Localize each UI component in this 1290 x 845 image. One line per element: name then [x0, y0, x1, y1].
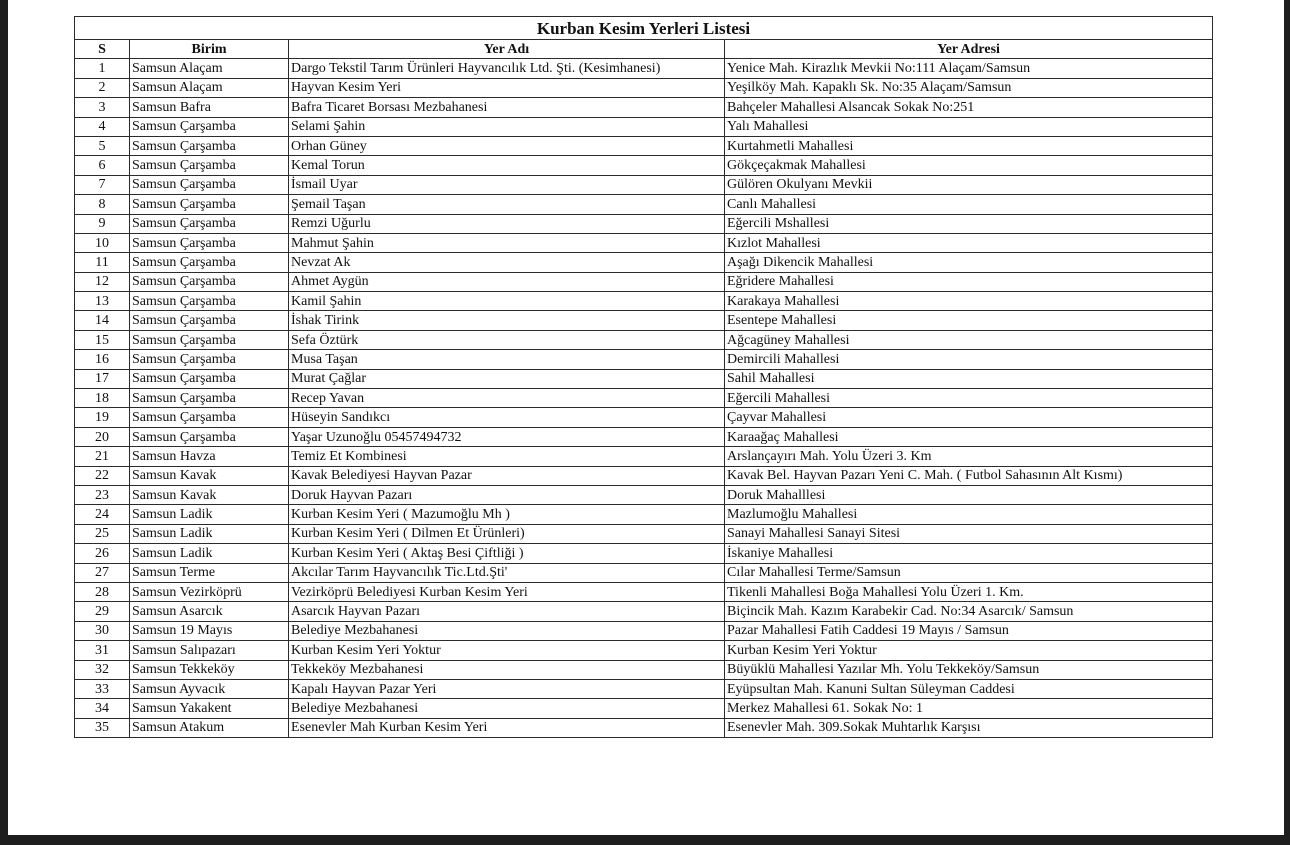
- cell-birim: Samsun Alaçam: [130, 78, 289, 97]
- cell-birim: Samsun Ayvacık: [130, 679, 289, 698]
- header-row: [75, 40, 1213, 59]
- table-row: [75, 602, 1213, 621]
- cell-sira: 34: [75, 699, 130, 718]
- cell-yer-adi: Kapalı Hayvan Pazar Yeri: [289, 679, 725, 698]
- cell-yer-adresi: Çayvar Mahallesi: [725, 408, 1213, 427]
- cell-sira: 20: [75, 427, 130, 446]
- table-row: [75, 78, 1213, 97]
- cell-yer-adresi: Sahil Mahallesi: [725, 369, 1213, 388]
- cell-birim: Samsun Havza: [130, 447, 289, 466]
- cell-yer-adi: Orhan Güney: [289, 136, 725, 155]
- cell-yer-adresi: İskaniye Mahallesi: [725, 544, 1213, 563]
- table-row: [75, 427, 1213, 446]
- cell-sira: 2: [75, 78, 130, 97]
- cell-sira: 7: [75, 175, 130, 194]
- cell-sira: 35: [75, 718, 130, 737]
- cell-sira: 14: [75, 311, 130, 330]
- cell-yer-adi: Recep Yavan: [289, 389, 725, 408]
- cell-yer-adresi: Demircili Mahallesi: [725, 350, 1213, 369]
- table-row: [75, 621, 1213, 640]
- cell-sira: 33: [75, 679, 130, 698]
- table-row: [75, 156, 1213, 175]
- table-row: [75, 544, 1213, 563]
- table-row: [75, 59, 1213, 78]
- cell-birim: Samsun Çarşamba: [130, 253, 289, 272]
- cell-yer-adi: Mahmut Şahin: [289, 233, 725, 252]
- cell-sira: 31: [75, 641, 130, 660]
- table-row: [75, 699, 1213, 718]
- table-row: [75, 563, 1213, 582]
- cell-yer-adresi: Gülören Okulyanı Mevkii: [725, 175, 1213, 194]
- cell-yer-adresi: Esenevler Mah. 309.Sokak Muhtarlık Karşısı: [725, 718, 1213, 737]
- cell-yer-adresi: Kurban Kesim Yeri Yoktur: [725, 641, 1213, 660]
- cell-yer-adresi: Yeşilköy Mah. Kapaklı Sk. No:35 Alaçam/Samsun: [725, 78, 1213, 97]
- cell-birim: Samsun Kavak: [130, 485, 289, 504]
- cell-birim: Samsun Bafra: [130, 98, 289, 117]
- table-row: [75, 214, 1213, 233]
- kurban-kesim-table: [74, 16, 1213, 738]
- cell-yer-adresi: Tikenli Mahallesi Boğa Mahallesi Yolu Üzeri 1. Km.: [725, 582, 1213, 601]
- cell-birim: Samsun Kavak: [130, 466, 289, 485]
- cell-birim: Samsun Çarşamba: [130, 233, 289, 252]
- cell-yer-adi: Remzi Uğurlu: [289, 214, 725, 233]
- cell-birim: Samsun 19 Mayıs: [130, 621, 289, 640]
- cell-birim: Samsun Ladik: [130, 505, 289, 524]
- cell-birim: Samsun Çarşamba: [130, 156, 289, 175]
- table-row: [75, 311, 1213, 330]
- cell-yer-adi: Temiz Et Kombinesi: [289, 447, 725, 466]
- cell-yer-adi: Kemal Torun: [289, 156, 725, 175]
- cell-birim: Samsun Çarşamba: [130, 408, 289, 427]
- cell-yer-adi: İsmail Uyar: [289, 175, 725, 194]
- cell-yer-adi: Tekkeköy Mezbahanesi: [289, 660, 725, 679]
- cell-sira: 10: [75, 233, 130, 252]
- cell-sira: 9: [75, 214, 130, 233]
- table-row: [75, 253, 1213, 272]
- cell-sira: 17: [75, 369, 130, 388]
- cell-sira: 26: [75, 544, 130, 563]
- cell-sira: 28: [75, 582, 130, 601]
- table-row: [75, 466, 1213, 485]
- table-row: [75, 718, 1213, 737]
- cell-sira: 21: [75, 447, 130, 466]
- cell-yer-adi: Yaşar Uzunoğlu 05457494732: [289, 427, 725, 446]
- cell-yer-adresi: Kavak Bel. Hayvan Pazarı Yeni C. Mah. ( Futbol Sahasının Alt Kısmı): [725, 466, 1213, 485]
- cell-yer-adresi: Karaağaç Mahallesi: [725, 427, 1213, 446]
- table-row: [75, 660, 1213, 679]
- cell-sira: 8: [75, 195, 130, 214]
- table-title: Kurban Kesim Yerleri Listesi: [75, 17, 1213, 40]
- cell-sira: 23: [75, 485, 130, 504]
- cell-birim: Samsun Çarşamba: [130, 350, 289, 369]
- cell-birim: Samsun Salıpazarı: [130, 641, 289, 660]
- cell-yer-adresi: Eğercili Mahallesi: [725, 389, 1213, 408]
- table-row: [75, 524, 1213, 543]
- cell-sira: 5: [75, 136, 130, 155]
- cell-sira: 12: [75, 272, 130, 291]
- cell-birim: Samsun Çarşamba: [130, 427, 289, 446]
- cell-yer-adi: Musa Taşan: [289, 350, 725, 369]
- table-row: [75, 98, 1213, 117]
- cell-birim: Samsun Tekkeköy: [130, 660, 289, 679]
- table-row: [75, 679, 1213, 698]
- header-yer-adresi: Yer Adresi: [725, 40, 1213, 59]
- cell-yer-adi: Ahmet Aygün: [289, 272, 725, 291]
- cell-sira: 18: [75, 389, 130, 408]
- cell-yer-adresi: Yalı Mahallesi: [725, 117, 1213, 136]
- table-row: [75, 505, 1213, 524]
- cell-birim: Samsun Ladik: [130, 524, 289, 543]
- table-row: [75, 389, 1213, 408]
- cell-yer-adresi: Ağcagüney Mahallesi: [725, 330, 1213, 349]
- table-row: [75, 195, 1213, 214]
- cell-sira: 4: [75, 117, 130, 136]
- cell-birim: Samsun Asarcık: [130, 602, 289, 621]
- table-row: [75, 292, 1213, 311]
- cell-birim: Samsun Atakum: [130, 718, 289, 737]
- cell-sira: 3: [75, 98, 130, 117]
- table-row: [75, 485, 1213, 504]
- cell-yer-adi: Vezirköprü Belediyesi Kurban Kesim Yeri: [289, 582, 725, 601]
- cell-sira: 1: [75, 59, 130, 78]
- cell-yer-adresi: Arslançayırı Mah. Yolu Üzeri 3. Km: [725, 447, 1213, 466]
- cell-yer-adresi: Kızlot Mahallesi: [725, 233, 1213, 252]
- cell-yer-adi: Kurban Kesim Yeri ( Mazumoğlu Mh ): [289, 505, 725, 524]
- cell-yer-adi: Murat Çağlar: [289, 369, 725, 388]
- cell-yer-adresi: Mazlumoğlu Mahallesi: [725, 505, 1213, 524]
- cell-sira: 32: [75, 660, 130, 679]
- cell-yer-adresi: Cılar Mahallesi Terme/Samsun: [725, 563, 1213, 582]
- cell-yer-adresi: Pazar Mahallesi Fatih Caddesi 19 Mayıs / Samsun: [725, 621, 1213, 640]
- cell-yer-adi: Bafra Ticaret Borsası Mezbahanesi: [289, 98, 725, 117]
- cell-birim: Samsun Çarşamba: [130, 292, 289, 311]
- table-row: [75, 641, 1213, 660]
- cell-yer-adresi: Aşağı Dikencik Mahallesi: [725, 253, 1213, 272]
- cell-birim: Samsun Çarşamba: [130, 214, 289, 233]
- cell-yer-adresi: Bahçeler Mahallesi Alsancak Sokak No:251: [725, 98, 1213, 117]
- cell-yer-adi: Şemail Taşan: [289, 195, 725, 214]
- cell-yer-adresi: Eğercili Mshallesi: [725, 214, 1213, 233]
- table-row: [75, 350, 1213, 369]
- cell-birim: Samsun Çarşamba: [130, 136, 289, 155]
- cell-yer-adresi: Yenice Mah. Kirazlık Mevkii No:111 Alaçam/Samsun: [725, 59, 1213, 78]
- cell-yer-adi: Kurban Kesim Yeri Yoktur: [289, 641, 725, 660]
- cell-sira: 24: [75, 505, 130, 524]
- cell-yer-adi: Hüseyin Sandıkcı: [289, 408, 725, 427]
- cell-yer-adi: Kurban Kesim Yeri ( Dilmen Et Ürünleri): [289, 524, 725, 543]
- cell-yer-adi: Sefa Öztürk: [289, 330, 725, 349]
- table-row: [75, 408, 1213, 427]
- cell-sira: 6: [75, 156, 130, 175]
- cell-birim: Samsun Terme: [130, 563, 289, 582]
- cell-yer-adi: İshak Tirink: [289, 311, 725, 330]
- cell-yer-adi: Kurban Kesim Yeri ( Aktaş Besi Çiftliği ): [289, 544, 725, 563]
- cell-yer-adresi: Karakaya Mahallesi: [725, 292, 1213, 311]
- cell-yer-adi: Dargo Tekstil Tarım Ürünleri Hayvancılık Ltd. Şti. (Kesimhanesi): [289, 59, 725, 78]
- cell-yer-adi: Kavak Belediyesi Hayvan Pazar: [289, 466, 725, 485]
- cell-birim: Samsun Çarşamba: [130, 195, 289, 214]
- table-row: [75, 117, 1213, 136]
- cell-yer-adresi: Doruk Mahalllesi: [725, 485, 1213, 504]
- cell-yer-adi: Doruk Hayvan Pazarı: [289, 485, 725, 504]
- cell-sira: 30: [75, 621, 130, 640]
- table-row: [75, 447, 1213, 466]
- cell-sira: 15: [75, 330, 130, 349]
- cell-sira: 27: [75, 563, 130, 582]
- cell-yer-adi: Asarcık Hayvan Pazarı: [289, 602, 725, 621]
- table-row: [75, 136, 1213, 155]
- cell-yer-adi: Selami Şahin: [289, 117, 725, 136]
- cell-yer-adresi: Gökçeçakmak Mahallesi: [725, 156, 1213, 175]
- cell-yer-adi: Esenevler Mah Kurban Kesim Yeri: [289, 718, 725, 737]
- cell-sira: 25: [75, 524, 130, 543]
- header-birim: Birim: [130, 40, 289, 59]
- table-row: [75, 330, 1213, 349]
- table-row: [75, 582, 1213, 601]
- cell-yer-adi: Kamil Şahin: [289, 292, 725, 311]
- table-row: [75, 233, 1213, 252]
- cell-yer-adi: Belediye Mezbahanesi: [289, 699, 725, 718]
- cell-yer-adresi: Büyüklü Mahallesi Yazılar Mh. Yolu Tekkeköy/Samsun: [725, 660, 1213, 679]
- cell-birim: Samsun Alaçam: [130, 59, 289, 78]
- cell-yer-adresi: Eğridere Mahallesi: [725, 272, 1213, 291]
- document-page: [8, 0, 1284, 835]
- cell-birim: Samsun Çarşamba: [130, 117, 289, 136]
- cell-sira: 29: [75, 602, 130, 621]
- cell-sira: 19: [75, 408, 130, 427]
- table-body: [75, 59, 1213, 738]
- cell-birim: Samsun Yakakent: [130, 699, 289, 718]
- cell-yer-adi: Akcılar Tarım Hayvancılık Tic.Ltd.Şti': [289, 563, 725, 582]
- cell-yer-adresi: Esentepe Mahallesi: [725, 311, 1213, 330]
- cell-yer-adi: Hayvan Kesim Yeri: [289, 78, 725, 97]
- cell-yer-adi: Belediye Mezbahanesi: [289, 621, 725, 640]
- cell-birim: Samsun Çarşamba: [130, 175, 289, 194]
- cell-yer-adresi: Biçincik Mah. Kazım Karabekir Cad. No:34 Asarcık/ Samsun: [725, 602, 1213, 621]
- cell-yer-adresi: Eyüpsultan Mah. Kanuni Sultan Süleyman Caddesi: [725, 679, 1213, 698]
- cell-sira: 13: [75, 292, 130, 311]
- cell-birim: Samsun Ladik: [130, 544, 289, 563]
- cell-birim: Samsun Vezirköprü: [130, 582, 289, 601]
- cell-yer-adresi: Canlı Mahallesi: [725, 195, 1213, 214]
- cell-yer-adresi: Kurtahmetli Mahallesi: [725, 136, 1213, 155]
- cell-yer-adi: Nevzat Ak: [289, 253, 725, 272]
- table-row: [75, 175, 1213, 194]
- cell-birim: Samsun Çarşamba: [130, 330, 289, 349]
- cell-sira: 11: [75, 253, 130, 272]
- cell-birim: Samsun Çarşamba: [130, 311, 289, 330]
- cell-birim: Samsun Çarşamba: [130, 272, 289, 291]
- cell-yer-adresi: Sanayi Mahallesi Sanayi Sitesi: [725, 524, 1213, 543]
- table-row: [75, 272, 1213, 291]
- cell-birim: Samsun Çarşamba: [130, 369, 289, 388]
- header-sira: S: [75, 40, 130, 59]
- header-yer-adi: Yer Adı: [289, 40, 725, 59]
- cell-sira: 16: [75, 350, 130, 369]
- cell-yer-adresi: Merkez Mahallesi 61. Sokak No: 1: [725, 699, 1213, 718]
- cell-sira: 22: [75, 466, 130, 485]
- cell-birim: Samsun Çarşamba: [130, 389, 289, 408]
- table-row: [75, 369, 1213, 388]
